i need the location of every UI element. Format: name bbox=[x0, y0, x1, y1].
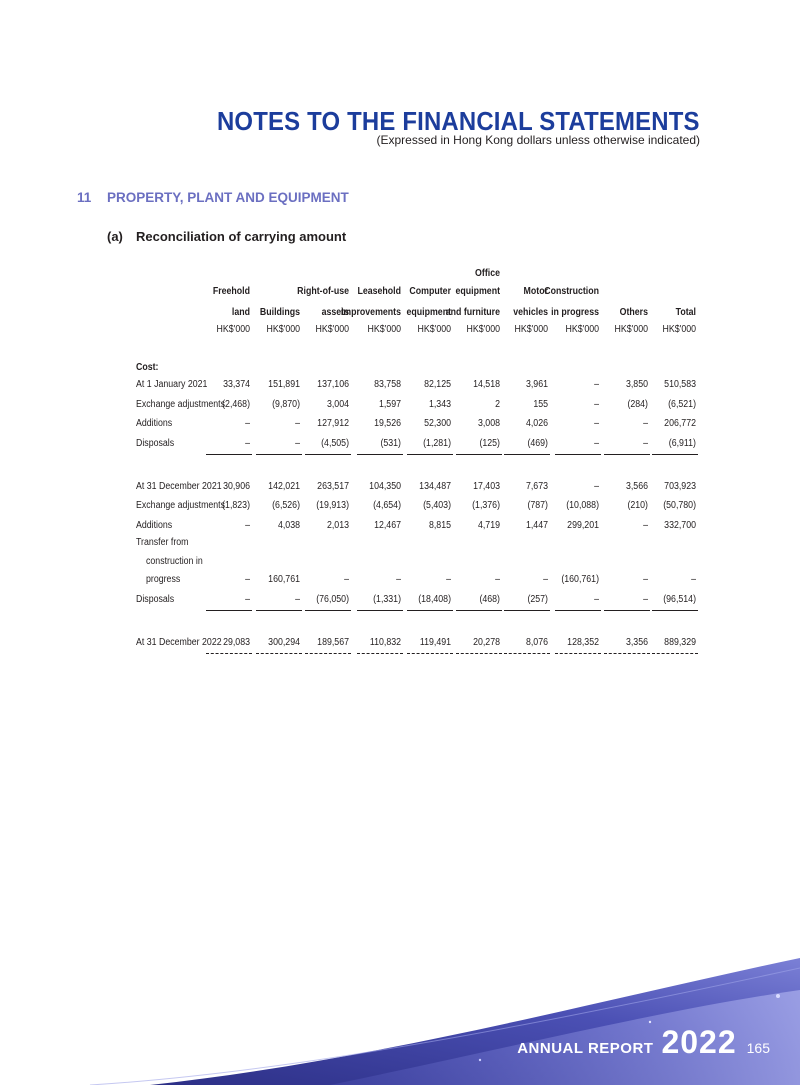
table-cell: 142,021 bbox=[268, 481, 300, 492]
table-cell: 19,526 bbox=[374, 418, 401, 429]
table-cell: 2 bbox=[495, 399, 500, 410]
table-cell: – bbox=[245, 594, 250, 605]
section-title: PROPERTY, PLANT AND EQUIPMENT bbox=[107, 190, 349, 205]
table-cell: – bbox=[446, 574, 451, 585]
total-rule bbox=[555, 653, 601, 654]
page-number: 165 bbox=[746, 1040, 770, 1056]
column-header: Leasehold bbox=[357, 286, 401, 297]
table-cell: 3,356 bbox=[625, 637, 648, 648]
table-cell: – bbox=[245, 438, 250, 449]
column-header: improvements bbox=[340, 307, 401, 318]
table-cell: – bbox=[295, 594, 300, 605]
table-cell: – bbox=[594, 438, 599, 449]
table-cell: 137,106 bbox=[317, 379, 349, 390]
table-cell: 33,374 bbox=[223, 379, 250, 390]
subtotal-rule bbox=[206, 610, 252, 611]
subtotal-rule bbox=[206, 454, 252, 455]
total-rule bbox=[357, 653, 403, 654]
table-cell: (210) bbox=[627, 500, 648, 511]
table-cell: 2,013 bbox=[326, 520, 349, 531]
table-cell: (1,376) bbox=[472, 500, 500, 511]
table-cell: (6,911) bbox=[668, 438, 696, 449]
row-label: Exchange adjustments bbox=[136, 399, 226, 410]
subtotal-rule bbox=[407, 454, 453, 455]
table-cell: 104,350 bbox=[369, 481, 401, 492]
table-cell: 3,961 bbox=[525, 379, 548, 390]
table-cell: 7,673 bbox=[525, 481, 548, 492]
column-header: Motor bbox=[523, 286, 548, 297]
row-label: At 31 December 2021 bbox=[136, 481, 222, 492]
table-cell: 134,487 bbox=[419, 481, 451, 492]
table-cell: (10,088) bbox=[566, 500, 599, 511]
row-label: Cost: bbox=[136, 362, 159, 373]
footer-wave-graphic bbox=[0, 940, 800, 1085]
table-cell: 206,772 bbox=[664, 418, 696, 429]
subtotal-rule bbox=[652, 610, 698, 611]
table-cell: – bbox=[344, 574, 349, 585]
table-cell: (9,870) bbox=[272, 399, 300, 410]
table-cell: 299,201 bbox=[567, 520, 599, 531]
row-label: progress bbox=[146, 574, 181, 585]
total-rule bbox=[407, 653, 453, 654]
table-cell: – bbox=[643, 418, 648, 429]
table-cell: (2,468) bbox=[222, 399, 250, 410]
table-cell: 4,038 bbox=[277, 520, 300, 531]
table-cell: 703,923 bbox=[664, 481, 696, 492]
table-cell: 4,026 bbox=[525, 418, 548, 429]
table-cell: 110,832 bbox=[369, 637, 401, 648]
table-cell: – bbox=[594, 481, 599, 492]
table-cell: (469) bbox=[527, 438, 548, 449]
table-cell: (6,521) bbox=[668, 399, 696, 410]
table-cell: 82,125 bbox=[424, 379, 451, 390]
table-cell: 30,906 bbox=[223, 481, 250, 492]
row-label: Disposals bbox=[136, 594, 175, 605]
subsection-label: (a) bbox=[107, 229, 123, 244]
total-rule bbox=[305, 653, 351, 654]
table-cell: 300,294 bbox=[268, 637, 300, 648]
column-header: in progress bbox=[551, 307, 599, 318]
table-cell: 12,467 bbox=[374, 520, 401, 531]
table-cell: (787) bbox=[527, 500, 548, 511]
report-year: 2022 bbox=[661, 1024, 737, 1060]
total-rule bbox=[604, 653, 650, 654]
column-header: Total bbox=[675, 307, 696, 318]
page-subtitle: (Expressed in Hong Kong dollars unless otherwise indicated) bbox=[376, 133, 700, 147]
table-cell: (1,281) bbox=[423, 438, 451, 449]
table-cell: – bbox=[295, 418, 300, 429]
table-cell: 3,004 bbox=[326, 399, 349, 410]
subtotal-rule bbox=[504, 610, 550, 611]
subtotal-rule bbox=[357, 610, 403, 611]
column-header: Office bbox=[475, 268, 500, 279]
table-cell: (4,654) bbox=[373, 500, 401, 511]
page-title: NOTES TO THE FINANCIAL STATEMENTS bbox=[217, 106, 700, 136]
table-cell: – bbox=[594, 399, 599, 410]
table-cell: – bbox=[295, 438, 300, 449]
table-cell: 160,761 bbox=[268, 574, 300, 585]
footer-band bbox=[0, 940, 800, 1085]
subtotal-rule bbox=[652, 454, 698, 455]
subtotal-rule bbox=[604, 610, 650, 611]
table-cell: 189,567 bbox=[317, 637, 349, 648]
footer bbox=[517, 1024, 770, 1061]
table-cell: 127,912 bbox=[317, 418, 349, 429]
subtotal-rule bbox=[305, 610, 351, 611]
section-number: 11 bbox=[77, 190, 92, 205]
table-cell: – bbox=[643, 594, 648, 605]
table-cell: – bbox=[396, 574, 401, 585]
subtotal-rule bbox=[504, 454, 550, 455]
table-cell: 155 bbox=[533, 399, 548, 410]
total-rule bbox=[652, 653, 698, 654]
table-cell: 29,083 bbox=[223, 637, 250, 648]
total-rule bbox=[456, 653, 502, 654]
table-cell: 83,758 bbox=[374, 379, 401, 390]
table-cell: (1,331) bbox=[373, 594, 401, 605]
column-header: Freehold bbox=[212, 286, 250, 297]
table-cell: 52,300 bbox=[424, 418, 451, 429]
table-cell: 3,008 bbox=[477, 418, 500, 429]
row-label: Transfer from bbox=[136, 537, 189, 548]
table-cell: (1,823) bbox=[222, 500, 250, 511]
column-header: and furniture bbox=[445, 307, 500, 318]
row-label: At 1 January 2021 bbox=[136, 379, 208, 390]
column-unit: HK$'000 bbox=[514, 324, 548, 335]
subtotal-rule bbox=[604, 454, 650, 455]
table-cell: (18,408) bbox=[418, 594, 451, 605]
column-unit: HK$'000 bbox=[466, 324, 500, 335]
table-cell: (284) bbox=[627, 399, 648, 410]
column-header: Right-of-use bbox=[297, 286, 349, 297]
table-cell: – bbox=[495, 574, 500, 585]
table-cell: 4,719 bbox=[477, 520, 500, 531]
table-cell: 119,491 bbox=[419, 637, 451, 648]
table-cell: (125) bbox=[479, 438, 500, 449]
subtotal-rule bbox=[456, 454, 502, 455]
row-label: Additions bbox=[136, 520, 173, 531]
table-cell: 128,352 bbox=[567, 637, 599, 648]
table-cell: 151,891 bbox=[268, 379, 300, 390]
annual-report-label: ANNUAL REPORT bbox=[517, 1040, 654, 1057]
row-label: Exchange adjustments bbox=[136, 500, 226, 511]
table-cell: – bbox=[643, 574, 648, 585]
column-header: land bbox=[231, 307, 250, 318]
column-header: Others bbox=[619, 307, 648, 318]
total-rule bbox=[206, 653, 252, 654]
table-cell: 263,517 bbox=[317, 481, 349, 492]
table-cell: (5,403) bbox=[423, 500, 451, 511]
subtotal-rule bbox=[456, 610, 502, 611]
table-cell: – bbox=[643, 520, 648, 531]
table-cell: (257) bbox=[527, 594, 548, 605]
total-rule bbox=[256, 653, 302, 654]
table-cell: 1,447 bbox=[525, 520, 548, 531]
table-cell: 17,403 bbox=[473, 481, 500, 492]
column-unit: HK$'000 bbox=[565, 324, 599, 335]
column-unit: HK$'000 bbox=[266, 324, 300, 335]
table-cell: (468) bbox=[479, 594, 500, 605]
table-cell: 3,566 bbox=[625, 481, 648, 492]
table-cell: (6,526) bbox=[272, 500, 300, 511]
column-unit: HK$'000 bbox=[216, 324, 250, 335]
subtotal-rule bbox=[407, 610, 453, 611]
table-cell: (76,050) bbox=[316, 594, 349, 605]
total-rule bbox=[504, 653, 550, 654]
row-label: Disposals bbox=[136, 438, 175, 449]
table-cell: – bbox=[643, 438, 648, 449]
table-cell: – bbox=[594, 418, 599, 429]
column-header: assets bbox=[321, 307, 349, 318]
table-cell: (96,514) bbox=[663, 594, 696, 605]
table-cell: 14,518 bbox=[473, 379, 500, 390]
table-cell: – bbox=[543, 574, 548, 585]
column-unit: HK$'000 bbox=[367, 324, 401, 335]
column-header: Construction bbox=[544, 286, 599, 297]
column-unit: HK$'000 bbox=[662, 324, 696, 335]
table-cell: – bbox=[245, 418, 250, 429]
table-cell: (531) bbox=[380, 438, 401, 449]
table-cell: – bbox=[594, 379, 599, 390]
table-cell: (4,505) bbox=[321, 438, 349, 449]
table-cell: – bbox=[691, 574, 696, 585]
table-cell: 8,815 bbox=[428, 520, 451, 531]
column-unit: HK$'000 bbox=[614, 324, 648, 335]
row-label: At 31 December 2022 bbox=[136, 637, 222, 648]
column-unit: HK$'000 bbox=[417, 324, 451, 335]
subtotal-rule bbox=[555, 454, 601, 455]
table-cell: (160,761) bbox=[561, 574, 599, 585]
row-label: construction in bbox=[146, 556, 203, 567]
subsection-title: Reconciliation of carrying amount bbox=[136, 229, 347, 244]
table-cell: 1,343 bbox=[428, 399, 451, 410]
subtotal-rule bbox=[305, 454, 351, 455]
column-header: equipment bbox=[406, 307, 451, 318]
table-cell: 510,583 bbox=[664, 379, 696, 390]
table-cell: 1,597 bbox=[378, 399, 401, 410]
column-header: Buildings bbox=[259, 307, 300, 318]
column-header: Computer bbox=[409, 286, 451, 297]
table-cell: 3,850 bbox=[625, 379, 648, 390]
table-cell: 8,076 bbox=[525, 637, 548, 648]
table-cell: (50,780) bbox=[663, 500, 696, 511]
table-cell: – bbox=[594, 594, 599, 605]
subtotal-rule bbox=[256, 454, 302, 455]
subtotal-rule bbox=[357, 454, 403, 455]
column-header: vehicles bbox=[513, 307, 548, 318]
table-cell: – bbox=[245, 520, 250, 531]
column-unit: HK$'000 bbox=[315, 324, 349, 335]
table-cell: (19,913) bbox=[316, 500, 349, 511]
table-cell: – bbox=[245, 574, 250, 585]
column-header: equipment bbox=[455, 286, 500, 297]
table-cell: 332,700 bbox=[664, 520, 696, 531]
table-cell: 20,278 bbox=[473, 637, 500, 648]
table-cell: 889,329 bbox=[664, 637, 696, 648]
subtotal-rule bbox=[256, 610, 302, 611]
subtotal-rule bbox=[555, 610, 601, 611]
row-label: Additions bbox=[136, 418, 173, 429]
